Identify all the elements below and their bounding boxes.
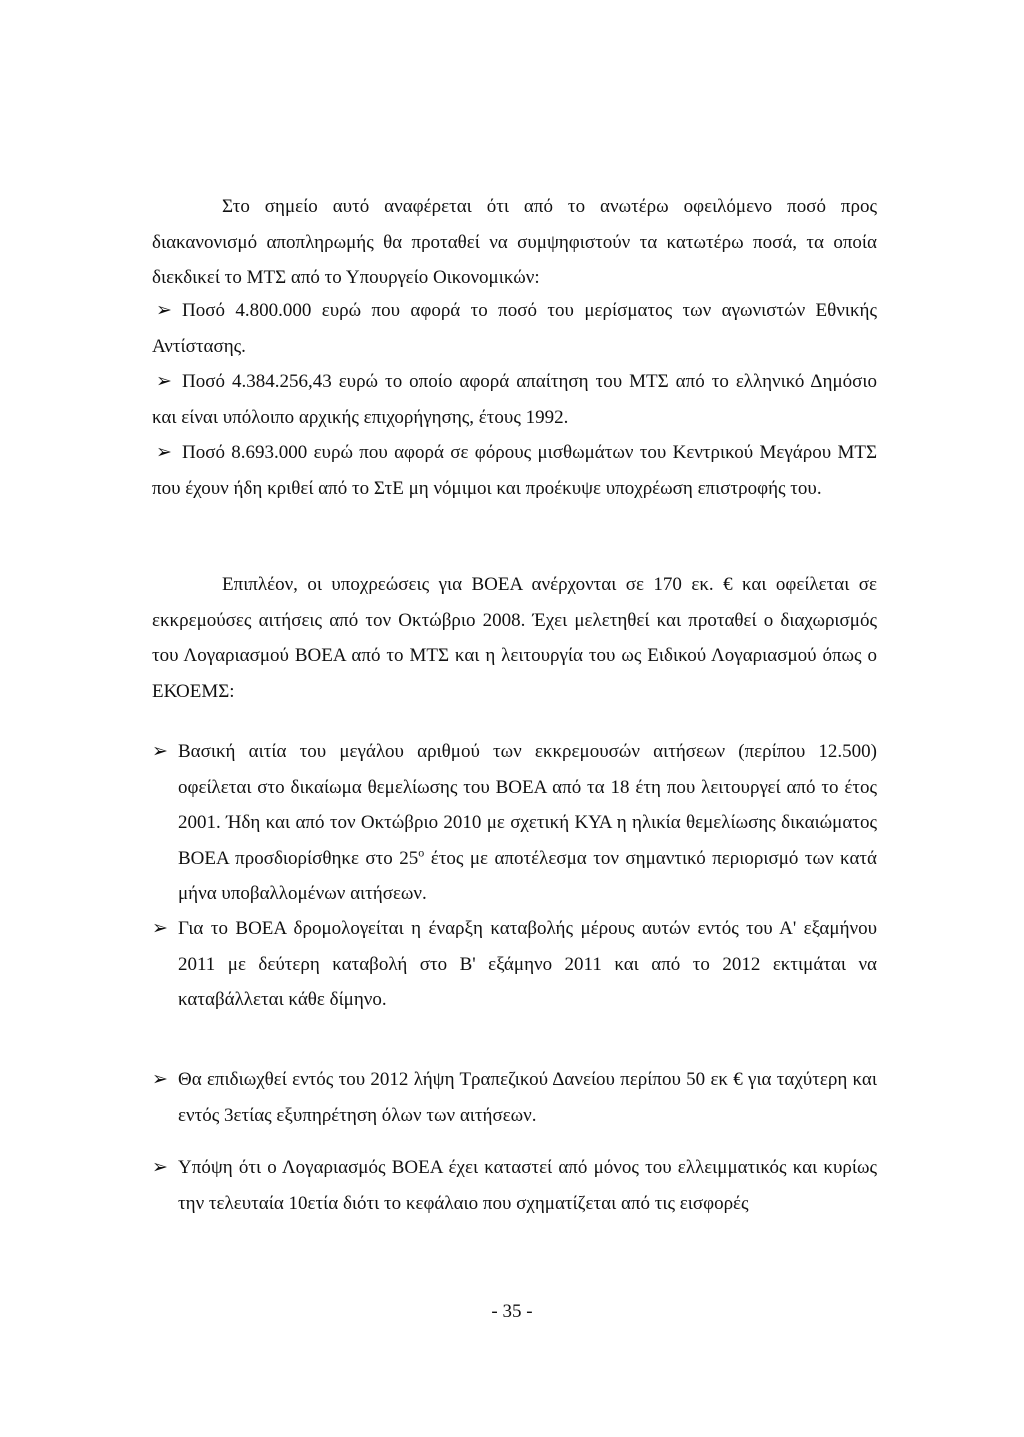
boea-point-text: Για το ΒΟΕΑ δρομολογείται η έναρξη καταβολής μέρους αυτών εντός του Α' εξαμήνου 2011 με δεύτερη καταβολή στο Β' εξάμηνο 2011 και από το 2012 εκτιμάται να καταβάλλεται κάθε δίμηνο. <box>178 918 877 1010</box>
boea-paragraph: Επιπλέον, οι υποχρεώσεις για ΒΟΕΑ ανέρχονται σε 170 εκ. € και οφείλεται σε εκκρεμούσες αιτήσεις από τον Οκτώβριο 2008. Έχει μελετηθεί και προταθεί ο διαχωρισμός του Λογαριασμού ΒΟΕΑ από το ΜΤΣ και η λειτουργία του ως Ειδικού Λογαριασμού όπως ο ΕΚΟΕΜΣ: <box>152 574 877 702</box>
claim-text: Ποσό 4.800.000 ευρώ που αφορά το ποσό του μερίσματος των αγωνιστών Εθνικής Αντίστασης. <box>152 300 877 357</box>
arrow-bullet-icon: ➢ <box>156 442 172 463</box>
claim-text: Ποσό 8.693.000 ευρώ που αφορά σε φόρους μισθωμάτων του Κεντρικού Μεγάρου ΜΤΣ που έχουν ήδη κριθεί από το ΣτΕ μη νόμιμοι και προέκυψε υποχρέωση επιστροφής του. <box>152 442 877 499</box>
claim-item <box>152 435 877 506</box>
boea-point <box>152 1150 877 1221</box>
claim-text: Ποσό 4.384.256,43 ευρώ το οποίο αφορά απαίτηση του ΜΤΣ από το ελληνικό Δημόσιο και είναι υπόλοιπο αρχικής επιχορήγησης, έτους 1992. <box>152 371 877 428</box>
boea-point-text-cont: έτος με αποτέλεσμα τον σημαντικό περιορισμό των κατά μήνα υποβαλλομένων αιτήσεων. <box>178 847 878 904</box>
arrow-bullet-icon: ➢ <box>152 1069 168 1090</box>
boea-point <box>152 1062 877 1133</box>
boea-point <box>152 734 877 912</box>
claim-item <box>152 364 877 435</box>
claim-item <box>152 293 877 364</box>
arrow-bullet-icon: ➢ <box>156 371 172 392</box>
arrow-bullet-icon: ➢ <box>152 1157 168 1178</box>
arrow-bullet-icon: ➢ <box>152 741 168 762</box>
page-number: - 35 - <box>491 1301 533 1322</box>
boea-point-text: Υπόψη ότι ο Λογαριασμός ΒΟΕΑ έχει καταστεί από μόνος του ελλειμματικός και κυρίως την τελευταία 10ετία διότι το κεφάλαιο που σχηματίζεται από τις εισφορές <box>178 1157 877 1214</box>
arrow-bullet-icon: ➢ <box>152 918 168 939</box>
boea-point <box>152 911 877 1018</box>
arrow-bullet-icon: ➢ <box>156 300 172 321</box>
boea-point-text: Θα επιδιωχθεί εντός του 2012 λήψη Τραπεζικού Δανείου περίπου 50 εκ € για ταχύτερη και εντός 3ετίας εξυπηρέτηση όλων των αιτήσεων. <box>178 1069 877 1126</box>
boea-point-text: Βασική αιτία του μεγάλου αριθμού των εκκρεμουσών αιτήσεων (περίπου 12.500) οφείλεται στο δικαίωμα θεμελίωσης του ΒΟΕΑ από τα 18 έτη που λειτουργεί από το έτος 2001. Ήδη και από τον Οκτώβριο 2010 με σχετική ΚΥΑ η ηλικία θεμελίωσης δικαιώματος ΒΟΕΑ προσδιορίσθηκε στο 25 <box>178 741 877 869</box>
intro-paragraph: Στο σημείο αυτό αναφέρεται ότι από το ανωτέρω οφειλόμενο ποσό προς διακανονισμό αποπληρωμής θα προταθεί να συμψηφιστούν τα κατωτέρω ποσά, τα οποία διεκδικεί το ΜΤΣ από το Υπουργείο Οικονομικών: <box>152 196 877 288</box>
ordinal-superscript: ο <box>418 845 425 860</box>
